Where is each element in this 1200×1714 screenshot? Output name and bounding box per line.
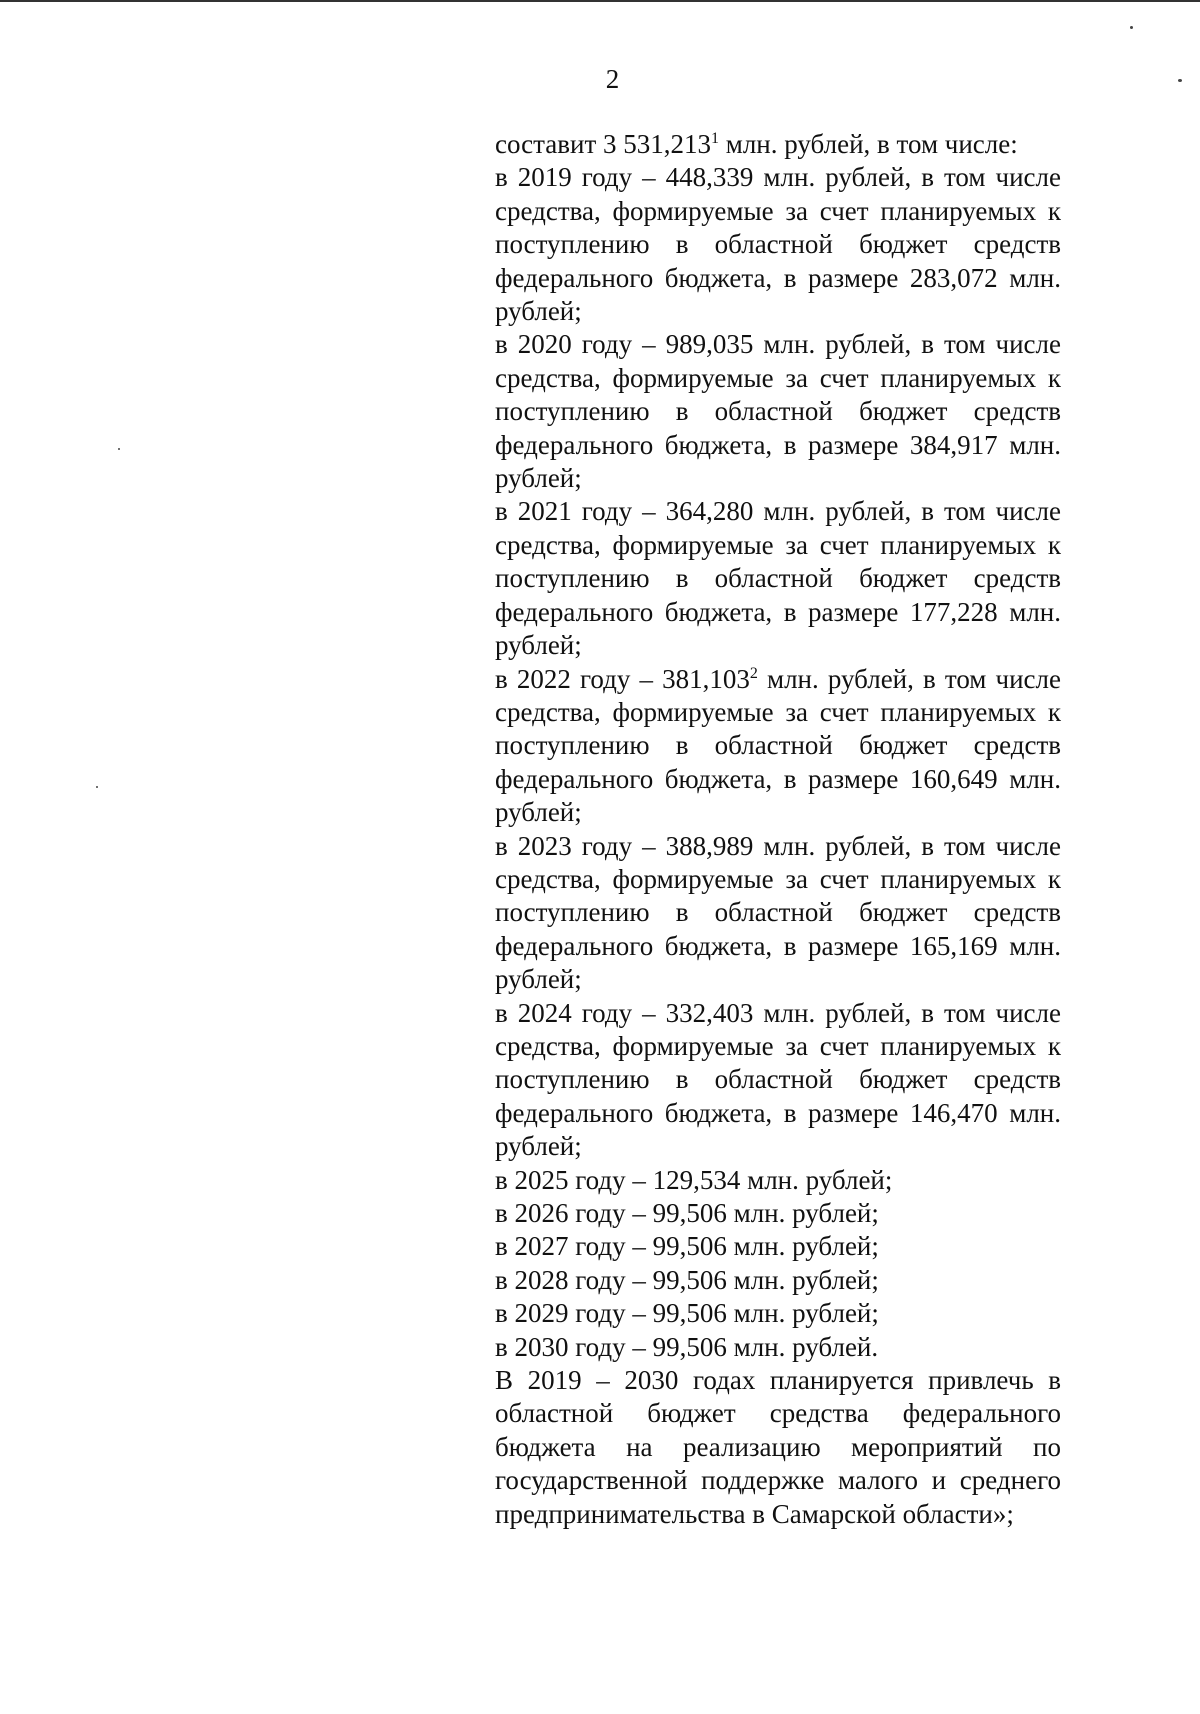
year-2029-line: в 2029 году – 99,506 млн. рублей; xyxy=(495,1298,879,1329)
scan-speck xyxy=(118,448,120,450)
footnote-mark-1: 1 xyxy=(711,130,719,147)
year-2022-paragraph xyxy=(495,663,1061,830)
year-2028-line: в 2028 году – 99,506 млн. рублей; xyxy=(495,1264,879,1295)
intro-tail: млн. рублей, в том числе: xyxy=(719,129,1018,159)
year-2020-paragraph: в 2020 году – 989,035 млн. рублей, в том числе средства, формируемые за счет планируемых к поступлению в областной бюджет средств федерального бюджета, в размере 384,917 млн. рублей; xyxy=(495,329,1061,494)
year-2019-paragraph: в 2019 году – 448,339 млн. рублей, в том числе средства, формируемые за счет планируемых к поступлению в областной бюджет средств федерального бюджета, в размере 283,072 млн. рублей; xyxy=(495,162,1061,327)
scan-speck xyxy=(1178,79,1182,82)
document-body xyxy=(495,128,1061,1531)
scan-top-edge xyxy=(0,0,1200,2)
year-2023-paragraph: в 2023 году – 388,989 млн. рублей, в том числе средства, формируемые за счет планируемых к поступлению в областной бюджет средств федерального бюджета, в размере 165,169 млн. рублей; xyxy=(495,830,1061,995)
year-2026-line: в 2026 году – 99,506 млн. рублей; xyxy=(495,1198,879,1228)
scan-speck xyxy=(96,786,98,788)
year-2022-tail: млн. рублей, в том числе средства, формируемые за счет планируемых к поступлению в областной бюджет средств федерального бюджета, в размере 160,649 млн. рублей; xyxy=(495,663,1061,828)
scan-speck xyxy=(1130,26,1133,29)
year-2024-paragraph: в 2024 году – 332,403 млн. рублей, в том числе средства, формируемые за счет планируемых к поступлению в областной бюджет средств федерального бюджета, в размере 146,470 млн. рублей; xyxy=(495,997,1061,1162)
year-2022-text: в 2022 году – 381,103 xyxy=(495,663,750,694)
year-2025-line: в 2025 году – 129,534 млн. рублей; xyxy=(495,1164,893,1195)
year-2030-line: в 2030 году – 99,506 млн. рублей. xyxy=(495,1331,879,1362)
intro-text: составит 3 531,213 xyxy=(495,129,711,159)
page-number: 2 xyxy=(605,64,620,94)
year-2027-line: в 2027 году – 99,506 млн. рублей; xyxy=(495,1231,879,1262)
year-2021-paragraph: в 2021 году – 364,280 млн. рублей, в том числе средства, формируемые за счет планируемых к поступлению в областной бюджет средств федерального бюджета, в размере 177,228 млн. рублей; xyxy=(495,496,1061,661)
closing-paragraph: В 2019 – 2030 годах планируется привлечь в областной бюджет средства федерального бюджета на реализацию мероприятий по государственной поддержке малого и среднего предпринимательства в Самарской области»; xyxy=(495,1365,1061,1529)
intro-paragraph xyxy=(495,128,1061,161)
footnote-mark-2: 2 xyxy=(749,664,758,682)
